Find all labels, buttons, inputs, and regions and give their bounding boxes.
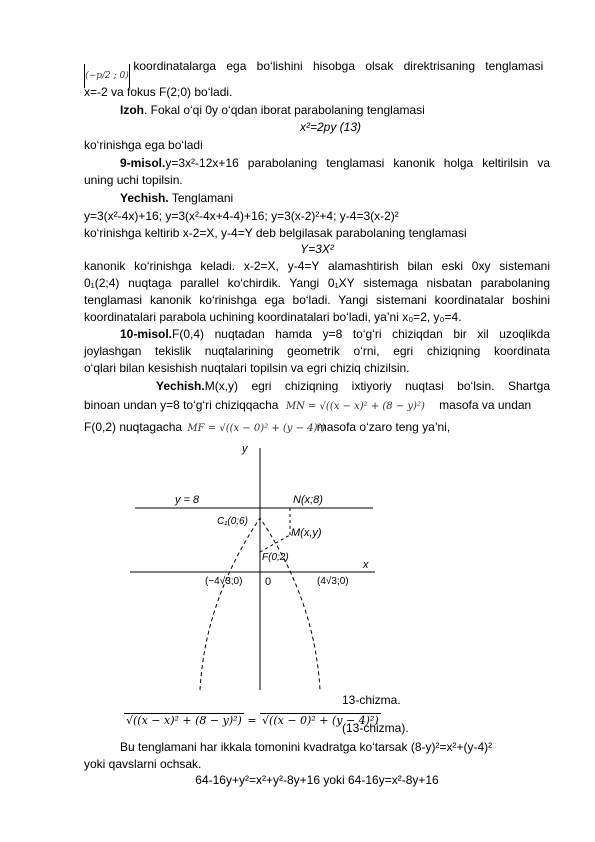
c1-point-label: C₁(0;6) — [217, 516, 248, 527]
solution-line: Yechish. Tenglamani — [120, 191, 234, 205]
text-line: ko‘rinishga keltirib x-2=X, y-4=Y deb belgilasak parabolaning tenglamasi — [84, 226, 467, 240]
left-root-label: (−4√3;0) — [205, 576, 243, 587]
equation-caption: (13-chizma). — [342, 721, 409, 735]
text-line: uning uchi topilsin. — [84, 173, 183, 187]
example-10-line: 10-misol.F(0,4) nuqtadan hamda y=8 to‘g‘ri chiziqdan bir xil uzoqlikda — [120, 327, 550, 341]
mf-segment — [260, 535, 290, 552]
solution-line: Yechish.M(x,y) egri chiziqning ixtiyoriy nuqtasi bo‘lsin. Shartga — [156, 379, 550, 393]
remark-line: Izoh. Fokal o‘qi 0y o‘qdan iborat parabolaning tenglamasi — [120, 103, 425, 117]
canonical-equation: Y=3X² — [300, 242, 334, 256]
text-line: Bu tenglamani har ikkala tomonini kvadratga ko‘tarsak (8-y)²=x²+(y-4)² — [120, 740, 493, 754]
distance-equation: √((x − x)² + (8 − y)²) = √((x − 0)² + (y − 4)²) — [126, 714, 379, 727]
equation-13: x²=2py (13) — [300, 120, 362, 134]
n-point-label: N(x;8) — [293, 494, 323, 506]
example-9-line: 9-misol.y=3x²-12x+16 parabolaning tenglamasi kanonik holga keltirilsin va — [120, 156, 550, 170]
focus-label: F(0;2) — [262, 552, 289, 563]
expanded-equation: 64-16y+y²=x²+y²-8y+16 yoki 64-16y=x²-8y+16 — [195, 773, 439, 787]
text-line: y=3(x²-4x)+16; y=3(x²-4x+4-4)+16; y=3(x-2)²+4; y-4=3(x-2)² — [84, 209, 399, 223]
text-line: F(0,2) nuqtagacha MF = √((x − 0)² + (y − 4)²) masofa o‘zaro teng ya’ni, — [84, 419, 550, 437]
text-line: binoan undan y=8 to‘g‘ri chiziqqacha MN = √((x − x)² + (8 − y)²) masofa va undan — [84, 397, 550, 415]
text-line: joylashgan tekislik nuqtalarining geometrik o‘rni, egri chiziqning koordinata — [84, 344, 550, 358]
y-axis-label: y — [242, 443, 248, 455]
text-line: (−p/2 ; 0) koordinatalarga ega bo‘lishini hisobga olsak direktrisaning tenglamasi — [84, 58, 550, 88]
text-line: 0₁(2;4) nuqtaga parallel ko‘chirdik. Yangi 0₁XY sistemaga nisbatan parabolaning — [84, 276, 550, 290]
text-line: o‘qlari bilan kesishish nuqtalari topilsin va egri chiziq chizilsin. — [84, 361, 410, 375]
vertex-formula-image: (−p/2 ; 0) — [84, 64, 130, 88]
text-line: tenglamasi kanonik ko‘rinishga ega bo‘ladi. Yangi sistemani koordinatalar boshini — [84, 293, 550, 307]
figure-caption: 13-chizma. — [342, 693, 401, 707]
origin-label: 0 — [265, 576, 272, 588]
right-root-label: (4√3;0) — [317, 576, 349, 587]
text-line: x=-2 va fokus F(2;0) bo‘ladi. — [84, 85, 233, 99]
directrix-label: y = 8 — [175, 494, 200, 506]
text-line: kanonik ko‘rinishga keladi. x-2=X, y-4=Y alamashtirish bilan eski 0xy sistemani — [84, 259, 550, 273]
figure-13 — [125, 440, 380, 700]
text-line: yoki qavslarni ochsak. — [84, 757, 202, 771]
text-line: koordinatalari parabola uchining koordinatalari bo‘ladi, ya’ni x₀=2, y₀=4. — [84, 310, 462, 324]
text-line: ko‘rinishga ega bo‘ladi — [84, 138, 203, 152]
x-axis-label: x — [363, 559, 369, 571]
m-point-label: M(x,y) — [291, 527, 322, 539]
mf-formula-image: MF = √((x − 0)² + (y − 4)²) — [187, 423, 326, 434]
mn-formula-image: MN = √((x − x)² + (8 − y)²) — [285, 401, 425, 412]
